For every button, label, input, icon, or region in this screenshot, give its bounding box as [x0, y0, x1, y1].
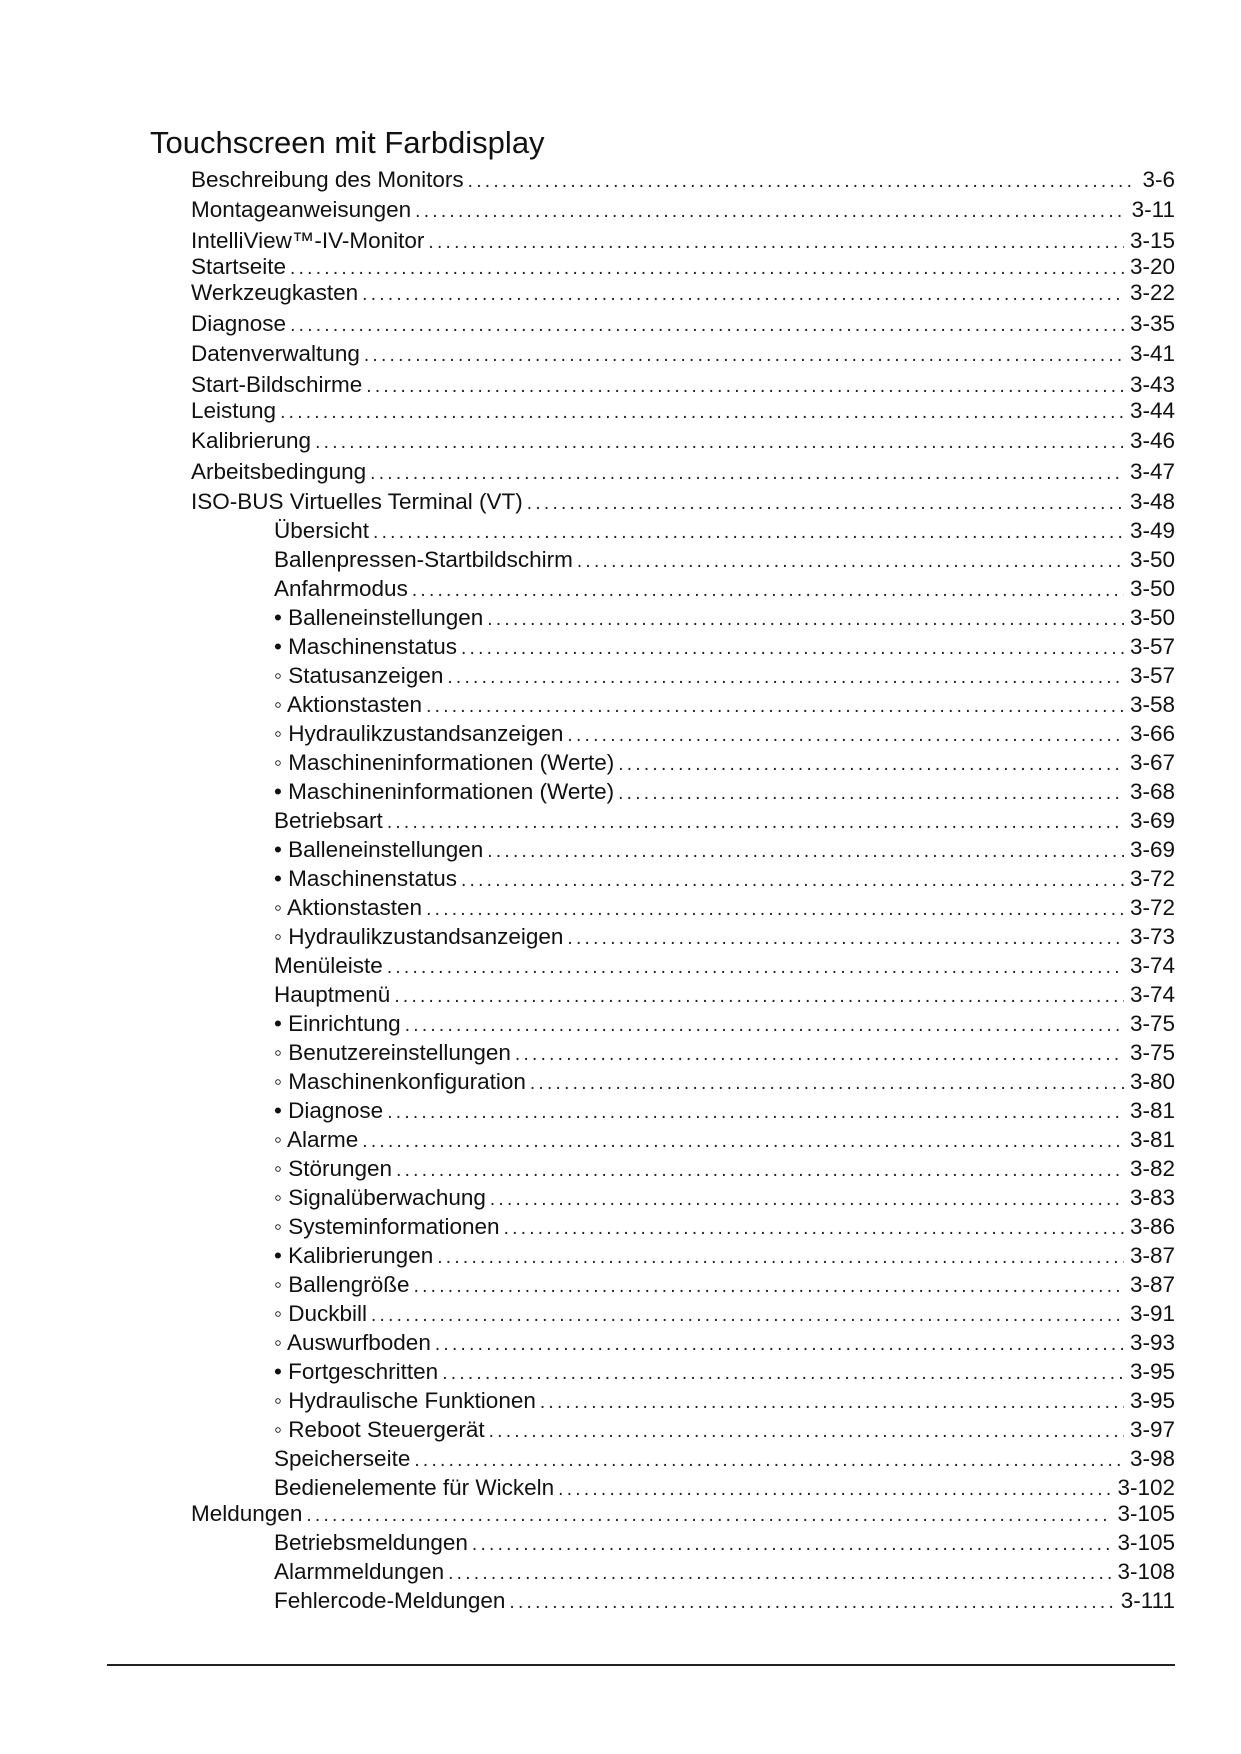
dot-leader — [504, 1213, 1124, 1243]
toc-entry-page: 3-44 — [1129, 398, 1175, 423]
dot-leader — [461, 633, 1124, 663]
toc-entry[interactable] — [274, 1445, 1175, 1475]
dot-leader — [487, 836, 1124, 866]
toc-entry-page: 3-82 — [1129, 1156, 1175, 1181]
toc-entry-page: 3-48 — [1129, 489, 1175, 514]
dot-leader — [448, 1558, 1111, 1588]
toc-entry-page: 3-67 — [1129, 750, 1175, 775]
toc-entry-page: 3-20 — [1129, 254, 1175, 279]
dot-leader — [373, 517, 1124, 547]
toc-entry-page: 3-87 — [1129, 1243, 1175, 1268]
toc-entry-page: 3-98 — [1129, 1446, 1175, 1471]
toc-entry-label: ◦ Statusanzeigen — [274, 663, 444, 688]
toc-entry[interactable] — [274, 1184, 1175, 1214]
toc-entry-label: ◦ Auswurfboden — [274, 1330, 431, 1355]
toc-entry-label: • Kalibrierungen — [274, 1243, 434, 1268]
toc-entry[interactable] — [274, 807, 1175, 837]
toc-entry[interactable] — [274, 865, 1175, 895]
toc-entry[interactable] — [274, 923, 1175, 953]
toc-entry-label: Übersicht — [274, 518, 370, 543]
toc-entry[interactable] — [191, 458, 1175, 488]
toc-entry-page: 3-75 — [1129, 1040, 1175, 1065]
toc-entry[interactable] — [274, 952, 1175, 982]
toc-entry[interactable] — [274, 546, 1175, 576]
dot-leader — [442, 1358, 1124, 1388]
dot-leader — [435, 1329, 1124, 1359]
footer-rule — [107, 1664, 1175, 1666]
toc-entry[interactable] — [191, 166, 1175, 196]
toc-entry-label: Kalibrierung — [191, 428, 312, 453]
toc-entry-page: 3-69 — [1129, 837, 1175, 862]
toc-entry-label: ◦ Ballengröße — [274, 1272, 410, 1297]
toc-entry[interactable] — [274, 691, 1175, 721]
toc-entry-label: Startseite — [191, 254, 287, 279]
toc-entry-page: 3-43 — [1129, 372, 1175, 397]
dot-leader — [387, 1097, 1124, 1127]
toc-entry-label: ◦ Signalüberwachung — [274, 1185, 486, 1210]
toc-entry-page: 3-74 — [1129, 953, 1175, 978]
toc-entry[interactable] — [274, 633, 1175, 663]
toc-entry-label: Fehlercode-Meldungen — [274, 1588, 506, 1613]
toc-entry-label: • Maschinenstatus — [274, 634, 457, 659]
toc-entry-label: ◦ Maschineninformationen (Werte) — [274, 750, 615, 775]
toc-entry-label: Speicherseite — [274, 1446, 411, 1471]
dot-leader — [306, 1500, 1111, 1530]
toc-entry-label: • Maschineninformationen (Werte) — [274, 779, 615, 804]
toc-entry-page: 3-11 — [1131, 197, 1175, 222]
toc-entry[interactable] — [274, 749, 1175, 779]
toc-entry-page: 3-102 — [1117, 1475, 1175, 1500]
dot-leader — [515, 1039, 1124, 1069]
dot-leader — [489, 1416, 1124, 1446]
dot-leader — [387, 807, 1124, 837]
toc-entry-page: 3-80 — [1129, 1069, 1175, 1094]
toc-entry-page: 3-72 — [1129, 866, 1175, 891]
dot-leader — [577, 546, 1124, 576]
toc-entry[interactable] — [191, 488, 1175, 518]
toc-entry[interactable] — [274, 1068, 1175, 1098]
toc-entry[interactable] — [274, 1097, 1175, 1127]
toc-entry[interactable] — [191, 427, 1175, 457]
toc-entry-page: 3-68 — [1129, 779, 1175, 804]
dot-leader — [315, 427, 1124, 457]
toc-entry[interactable] — [274, 1300, 1175, 1330]
toc-entry-label: • Balleneinstellungen — [274, 605, 484, 630]
dot-leader — [540, 1387, 1124, 1417]
dot-leader — [405, 1010, 1124, 1040]
dot-leader — [490, 1184, 1124, 1214]
dot-leader — [415, 196, 1125, 226]
dot-leader — [412, 575, 1124, 605]
toc-entry-label: ◦ Aktionstasten — [274, 692, 423, 717]
toc-entry[interactable] — [191, 397, 1175, 427]
toc-entry-label: • Maschinenstatus — [274, 866, 457, 891]
dot-leader — [364, 340, 1124, 370]
toc-entry-page: 3-87 — [1129, 1272, 1175, 1297]
dot-leader — [371, 1300, 1124, 1330]
toc-entry-page: 3-50 — [1129, 547, 1175, 572]
toc-entry[interactable] — [274, 1587, 1175, 1617]
dot-leader — [618, 778, 1124, 808]
toc-entry-label: ◦ Alarme — [274, 1127, 359, 1152]
toc-entry-label: Werkzeugkasten — [191, 280, 359, 305]
dot-leader — [370, 458, 1124, 488]
toc-entry-label: ISO-BUS Virtuelles Terminal (VT) — [191, 489, 523, 514]
toc-entry[interactable] — [274, 720, 1175, 750]
toc-entry-page: 3-86 — [1129, 1214, 1175, 1239]
toc-entry-page: 3-47 — [1129, 459, 1175, 484]
toc-entry-label: Leistung — [191, 398, 277, 423]
toc-entry-page: 3-15 — [1129, 228, 1175, 253]
dot-leader — [618, 749, 1124, 779]
toc-entry[interactable] — [274, 778, 1175, 808]
dot-leader — [394, 981, 1124, 1011]
toc-entry-label: • Einrichtung — [274, 1011, 401, 1036]
toc-entry-page: 3-41 — [1129, 341, 1175, 366]
toc-entry[interactable] — [274, 662, 1175, 692]
toc-entry-page: 3-22 — [1129, 280, 1175, 305]
toc-entry-page: 3-81 — [1129, 1098, 1175, 1123]
dot-leader — [567, 923, 1124, 953]
dot-leader — [437, 1242, 1124, 1272]
page-title: Touchscreen mit Farbdisplay — [150, 125, 545, 160]
dot-leader — [447, 662, 1124, 692]
toc-entry-label: ◦ Hydraulikzustandsanzeigen — [274, 721, 564, 746]
toc-entry[interactable] — [274, 1155, 1175, 1185]
toc-entry-page: 3-6 — [1142, 167, 1175, 192]
toc-entry-page: 3-69 — [1129, 808, 1175, 833]
toc-entry-label: ◦ Systeminformationen — [274, 1214, 500, 1239]
toc-entry-label: Hauptmenü — [274, 982, 391, 1007]
toc-entry-label: ◦ Störungen — [274, 1156, 393, 1181]
toc-entry[interactable] — [191, 340, 1175, 370]
dot-leader — [387, 952, 1124, 982]
toc-entry[interactable] — [274, 575, 1175, 605]
toc-entry-page: 3-81 — [1129, 1127, 1175, 1152]
toc-entry-page: 3-83 — [1129, 1185, 1175, 1210]
toc-entry-page: 3-75 — [1129, 1011, 1175, 1036]
dot-leader — [414, 1271, 1124, 1301]
toc-entry-label: ◦ Maschinenkonfiguration — [274, 1069, 526, 1094]
toc-entry[interactable] — [274, 517, 1175, 547]
dot-leader — [426, 894, 1124, 924]
toc-entry[interactable] — [191, 1500, 1175, 1530]
toc-entry[interactable] — [274, 894, 1175, 924]
toc-entry-page: 3-91 — [1129, 1301, 1175, 1326]
dot-leader — [530, 1068, 1124, 1098]
toc-entry-label: Montageanweisungen — [191, 197, 412, 222]
dot-leader — [509, 1587, 1114, 1617]
toc-entry-page: 3-46 — [1129, 428, 1175, 453]
toc-entry-label: ◦ Benutzereinstellungen — [274, 1040, 511, 1065]
toc-entry[interactable] — [274, 836, 1175, 866]
toc-entry-label: Menüleiste — [274, 953, 383, 978]
toc-entry-label: • Diagnose — [274, 1098, 384, 1123]
toc-entry-label: Start-Bildschirme — [191, 372, 363, 397]
toc-entry[interactable] — [274, 1039, 1175, 1069]
toc-entry-page: 3-49 — [1129, 518, 1175, 543]
toc-entry[interactable] — [274, 1010, 1175, 1040]
toc-entry[interactable] — [274, 1558, 1175, 1588]
toc-entry-page: 3-95 — [1129, 1388, 1175, 1413]
toc-entry-label: Datenverwaltung — [191, 341, 360, 366]
toc-entry-label: Ballenpressen-Startbildschirm — [274, 547, 573, 572]
toc-entry[interactable] — [191, 196, 1175, 226]
dot-leader — [362, 1126, 1124, 1156]
toc-entry-page: 3-50 — [1129, 605, 1175, 630]
toc-entry-page: 3-50 — [1129, 576, 1175, 601]
toc-entry-label: Betriebsart — [274, 808, 383, 833]
toc-entry[interactable] — [274, 1529, 1175, 1559]
dot-leader — [527, 488, 1124, 518]
dot-leader — [487, 604, 1124, 634]
toc-entry-page: 3-74 — [1129, 982, 1175, 1007]
dot-leader — [290, 310, 1124, 340]
toc-entry[interactable] — [274, 1329, 1175, 1359]
toc-entry-label: Betriebsmeldungen — [274, 1530, 468, 1555]
toc-entry-label: Arbeitsbedingung — [191, 459, 367, 484]
toc-entry-label: Alarmmeldungen — [274, 1559, 445, 1584]
toc-entry[interactable] — [274, 1242, 1175, 1272]
toc-entry-label: Bedienelemente für Wickeln — [274, 1475, 555, 1500]
toc-entry-page: 3-66 — [1129, 721, 1175, 746]
toc-entry-label: Diagnose — [191, 311, 287, 336]
toc-entry-label: ◦ Reboot Steuergerät — [274, 1417, 485, 1442]
toc-entry[interactable] — [274, 604, 1175, 634]
toc-entry-page: 3-105 — [1117, 1501, 1175, 1526]
toc-entry-label: ◦ Hydraulikzustandsanzeigen — [274, 924, 564, 949]
toc-entry[interactable] — [191, 279, 1175, 309]
toc-entry[interactable] — [274, 1358, 1175, 1388]
toc-entry-page: 3-73 — [1129, 924, 1175, 949]
dot-leader — [468, 166, 1137, 196]
dot-leader — [414, 1445, 1124, 1475]
toc-entry-page: 3-97 — [1129, 1417, 1175, 1442]
toc-entry[interactable] — [274, 1126, 1175, 1156]
toc-entry-page: 3-93 — [1129, 1330, 1175, 1355]
toc-entry[interactable] — [274, 1213, 1175, 1243]
toc-entry-page: 3-35 — [1129, 311, 1175, 336]
toc-entry-page: 3-72 — [1129, 895, 1175, 920]
toc-entry-label: ◦ Aktionstasten — [274, 895, 423, 920]
toc-entry[interactable] — [274, 1387, 1175, 1417]
toc-entry[interactable] — [191, 310, 1175, 340]
toc-entry-page: 3-95 — [1129, 1359, 1175, 1384]
toc-entry[interactable] — [274, 1416, 1175, 1446]
toc-entry[interactable] — [274, 1271, 1175, 1301]
toc-entry[interactable] — [274, 981, 1175, 1011]
dot-leader — [472, 1529, 1112, 1559]
toc-entry-label: • Balleneinstellungen — [274, 837, 484, 862]
toc-entry-label: Beschreibung des Monitors — [191, 167, 464, 192]
toc-entry-label: Meldungen — [191, 1501, 303, 1526]
toc-entry-label: ◦ Duckbill — [274, 1301, 367, 1326]
toc-entry-page: 3-57 — [1129, 634, 1175, 659]
toc-entry-label: IntelliView™-IV-Monitor — [191, 228, 425, 253]
toc-entry-label: ◦ Hydraulische Funktionen — [274, 1388, 536, 1413]
toc-entry-page: 3-57 — [1129, 663, 1175, 688]
dot-leader — [280, 397, 1124, 427]
toc-entry-page: 3-58 — [1129, 692, 1175, 717]
toc-entry-label: Anfahrmodus — [274, 576, 408, 601]
dot-leader — [396, 1155, 1124, 1185]
dot-leader — [461, 865, 1124, 895]
toc-entry-page: 3-111 — [1120, 1588, 1175, 1613]
toc-entry-page: 3-108 — [1117, 1559, 1175, 1584]
dot-leader — [426, 691, 1124, 721]
dot-leader — [362, 279, 1124, 309]
dot-leader — [567, 720, 1124, 750]
toc-entry-page: 3-105 — [1117, 1530, 1175, 1555]
toc-entry-label: • Fortgeschritten — [274, 1359, 439, 1384]
